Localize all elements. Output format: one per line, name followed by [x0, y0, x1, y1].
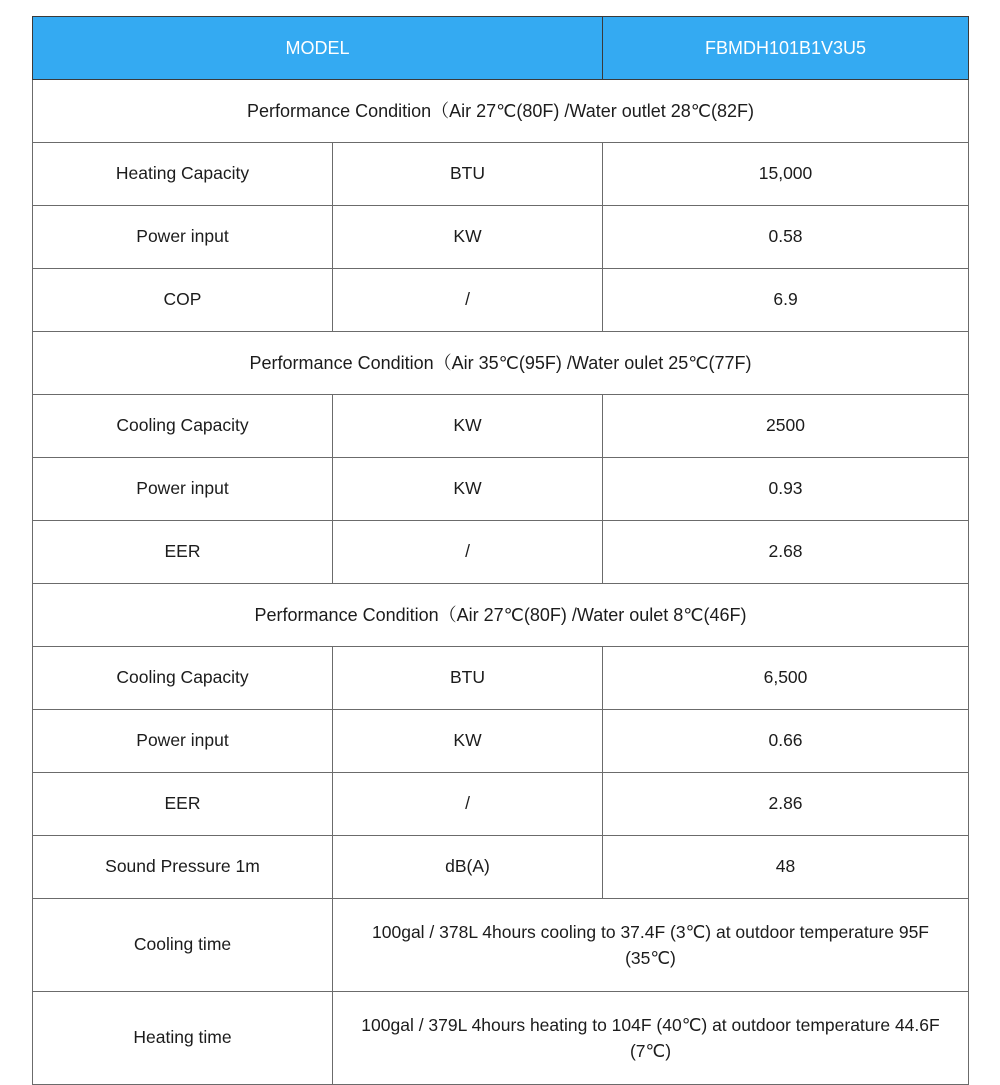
- table-row: [33, 143, 969, 206]
- table-row: [33, 710, 969, 773]
- row-description: 100gal / 378L 4hours cooling to 37.4F (3℃) at outdoor temperature 95F (35℃): [333, 899, 969, 992]
- row-unit: /: [333, 521, 603, 584]
- table-row: [33, 521, 969, 584]
- row-label: COP: [33, 269, 333, 332]
- table-row: [33, 458, 969, 521]
- condition-text: Performance Condition（Air 27℃(80F) /Water oulet 8℃(46F): [33, 584, 969, 647]
- row-label: EER: [33, 521, 333, 584]
- row-value: 0.66: [603, 710, 969, 773]
- row-value: 2.86: [603, 773, 969, 836]
- header-model-label: MODEL: [33, 17, 603, 80]
- row-value: 0.58: [603, 206, 969, 269]
- cooling-time-row: [33, 899, 969, 992]
- row-label: Power input: [33, 458, 333, 521]
- row-value: 6,500: [603, 647, 969, 710]
- row-unit: BTU: [333, 143, 603, 206]
- row-value: 2500: [603, 395, 969, 458]
- condition-row-2: [33, 332, 969, 395]
- row-unit: dB(A): [333, 836, 603, 899]
- condition-text: Performance Condition（Air 27℃(80F) /Water outlet 28℃(82F): [33, 80, 969, 143]
- row-value: 6.9: [603, 269, 969, 332]
- table-row: [33, 836, 969, 899]
- condition-row-1: [33, 80, 969, 143]
- table-row: [33, 206, 969, 269]
- row-unit: KW: [333, 206, 603, 269]
- row-unit: KW: [333, 395, 603, 458]
- row-label: Cooling Capacity: [33, 647, 333, 710]
- row-label: EER: [33, 773, 333, 836]
- row-value: 48: [603, 836, 969, 899]
- row-value: 0.93: [603, 458, 969, 521]
- row-label: Power input: [33, 206, 333, 269]
- row-unit: BTU: [333, 647, 603, 710]
- row-label: Cooling Capacity: [33, 395, 333, 458]
- row-unit: /: [333, 269, 603, 332]
- condition-text: Performance Condition（Air 35℃(95F) /Water oulet 25℃(77F): [33, 332, 969, 395]
- row-label: Power input: [33, 710, 333, 773]
- row-description: 100gal / 379L 4hours heating to 104F (40℃) at outdoor temperature 44.6F (7℃): [333, 992, 969, 1085]
- row-label: Heating time: [33, 992, 333, 1085]
- row-unit: KW: [333, 710, 603, 773]
- header-model-value: FBMDH101B1V3U5: [603, 17, 969, 80]
- row-unit: /: [333, 773, 603, 836]
- table-row: [33, 395, 969, 458]
- row-unit: KW: [333, 458, 603, 521]
- table-row: [33, 647, 969, 710]
- heating-time-row: [33, 992, 969, 1085]
- table-row: [33, 773, 969, 836]
- row-value: 2.68: [603, 521, 969, 584]
- row-label: Cooling time: [33, 899, 333, 992]
- table-row: [33, 269, 969, 332]
- specification-table: [32, 16, 969, 1085]
- row-label: Heating Capacity: [33, 143, 333, 206]
- condition-row-3: [33, 584, 969, 647]
- row-value: 15,000: [603, 143, 969, 206]
- table-header-row: [33, 17, 969, 80]
- row-label: Sound Pressure 1m: [33, 836, 333, 899]
